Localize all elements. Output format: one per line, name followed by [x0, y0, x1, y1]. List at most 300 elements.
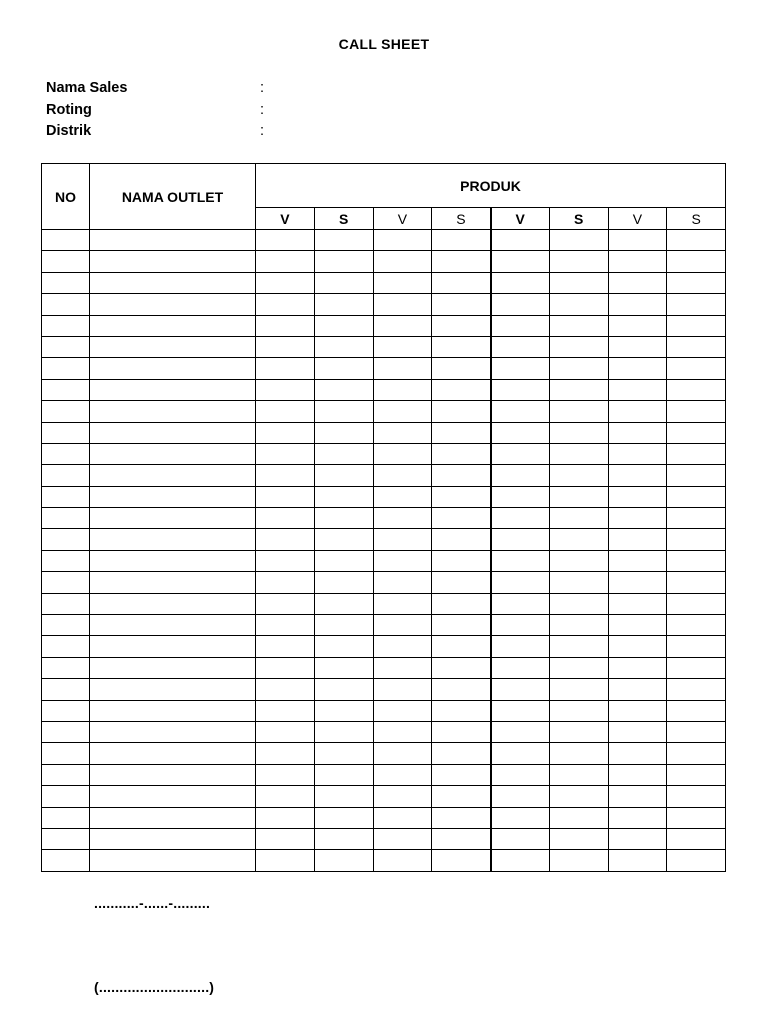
cell-produk [667, 786, 726, 807]
cell-nama-outlet [90, 379, 256, 400]
cell-produk [373, 850, 432, 871]
cell-produk [373, 657, 432, 678]
cell-produk [608, 358, 667, 379]
cell-produk [549, 828, 608, 849]
cell-produk [314, 636, 373, 657]
cell-produk [314, 550, 373, 571]
cell-produk [432, 721, 491, 742]
cell-produk [314, 593, 373, 614]
cell-produk [256, 529, 315, 550]
cell-produk [549, 615, 608, 636]
cell-produk [256, 615, 315, 636]
cell-produk [432, 336, 491, 357]
cell-produk [256, 550, 315, 571]
cell-produk [667, 508, 726, 529]
cell-nama-outlet [90, 550, 256, 571]
cell-produk [373, 401, 432, 422]
cell-produk [667, 615, 726, 636]
cell-no [42, 828, 90, 849]
cell-produk [314, 294, 373, 315]
cell-produk [432, 657, 491, 678]
cell-produk [256, 358, 315, 379]
info-label: Distrik [46, 123, 92, 139]
subheader-v: V [608, 208, 667, 230]
cell-produk [373, 379, 432, 400]
cell-produk [373, 272, 432, 293]
cell-produk [549, 336, 608, 357]
cell-produk [373, 294, 432, 315]
cell-produk [608, 679, 667, 700]
cell-produk [549, 465, 608, 486]
table-row [42, 721, 726, 742]
header-no: NO [42, 164, 90, 230]
info-row-distrik [46, 122, 264, 144]
cell-nama-outlet [90, 572, 256, 593]
cell-produk [373, 679, 432, 700]
cell-produk [491, 401, 550, 422]
cell-produk [314, 572, 373, 593]
cell-produk [432, 550, 491, 571]
cell-produk [667, 465, 726, 486]
cell-produk [256, 294, 315, 315]
subheader-s: S [314, 208, 373, 230]
cell-produk [256, 336, 315, 357]
info-row-nama-sales [46, 79, 264, 101]
cell-produk [491, 764, 550, 785]
cell-no [42, 572, 90, 593]
cell-produk [256, 786, 315, 807]
cell-produk [667, 272, 726, 293]
cell-nama-outlet [90, 850, 256, 871]
cell-produk [373, 721, 432, 742]
table-row [42, 422, 726, 443]
cell-produk [549, 743, 608, 764]
cell-produk [314, 401, 373, 422]
cell-produk [256, 230, 315, 251]
table-row [42, 657, 726, 678]
cell-produk [256, 422, 315, 443]
cell-produk [667, 336, 726, 357]
subheader-s: S [549, 208, 608, 230]
cell-produk [491, 272, 550, 293]
cell-nama-outlet [90, 529, 256, 550]
cell-produk [491, 807, 550, 828]
cell-produk [667, 294, 726, 315]
subheader-s: S [432, 208, 491, 230]
cell-produk [373, 764, 432, 785]
cell-produk [256, 657, 315, 678]
table-row [42, 529, 726, 550]
table-row [42, 230, 726, 251]
table-row [42, 572, 726, 593]
cell-produk [256, 272, 315, 293]
cell-produk [491, 679, 550, 700]
cell-no [42, 700, 90, 721]
cell-produk [256, 636, 315, 657]
cell-produk [491, 465, 550, 486]
cell-produk [549, 679, 608, 700]
cell-produk [667, 828, 726, 849]
cell-produk [491, 786, 550, 807]
cell-produk [549, 401, 608, 422]
cell-no [42, 465, 90, 486]
table-body [42, 230, 726, 872]
cell-produk [373, 422, 432, 443]
cell-produk [491, 550, 550, 571]
cell-produk [373, 615, 432, 636]
cell-produk [491, 443, 550, 464]
cell-nama-outlet [90, 336, 256, 357]
cell-no [42, 486, 90, 507]
cell-produk [549, 272, 608, 293]
cell-produk [432, 572, 491, 593]
cell-produk [432, 379, 491, 400]
cell-produk [432, 508, 491, 529]
info-row-roting [46, 101, 264, 123]
table-row [42, 679, 726, 700]
cell-no [42, 294, 90, 315]
cell-produk [314, 615, 373, 636]
subheader-s: S [667, 208, 726, 230]
table-row [42, 358, 726, 379]
cell-produk [314, 379, 373, 400]
cell-produk [373, 828, 432, 849]
cell-produk [373, 336, 432, 357]
cell-nama-outlet [90, 401, 256, 422]
cell-produk [667, 358, 726, 379]
cell-nama-outlet [90, 764, 256, 785]
cell-produk [608, 700, 667, 721]
subheader-v: V [373, 208, 432, 230]
cell-produk [314, 486, 373, 507]
cell-produk [549, 807, 608, 828]
cell-produk [314, 315, 373, 336]
cell-produk [549, 636, 608, 657]
table-row [42, 443, 726, 464]
cell-produk [432, 700, 491, 721]
cell-produk [667, 422, 726, 443]
cell-produk [432, 443, 491, 464]
cell-produk [373, 358, 432, 379]
cell-produk [256, 251, 315, 272]
table-row [42, 743, 726, 764]
cell-produk [608, 550, 667, 571]
cell-produk [608, 401, 667, 422]
cell-produk [256, 593, 315, 614]
cell-produk [373, 572, 432, 593]
cell-nama-outlet [90, 657, 256, 678]
cell-produk [491, 251, 550, 272]
cell-produk [608, 615, 667, 636]
cell-no [42, 807, 90, 828]
cell-produk [256, 508, 315, 529]
cell-produk [432, 422, 491, 443]
table-row [42, 336, 726, 357]
cell-produk [608, 443, 667, 464]
cell-produk [667, 379, 726, 400]
cell-produk [491, 636, 550, 657]
cell-produk [432, 807, 491, 828]
cell-produk [608, 272, 667, 293]
cell-produk [432, 593, 491, 614]
table-row [42, 508, 726, 529]
cell-produk [256, 465, 315, 486]
cell-produk [432, 272, 491, 293]
info-label: Roting [46, 101, 92, 118]
cell-produk [549, 230, 608, 251]
cell-produk [608, 572, 667, 593]
cell-produk [549, 572, 608, 593]
cell-produk [667, 850, 726, 871]
cell-no [42, 230, 90, 251]
cell-produk [432, 358, 491, 379]
call-sheet-table [41, 163, 726, 872]
cell-produk [667, 764, 726, 785]
table-row [42, 550, 726, 571]
cell-produk [314, 850, 373, 871]
table-row [42, 465, 726, 486]
cell-produk [549, 550, 608, 571]
cell-produk [549, 786, 608, 807]
cell-produk [491, 379, 550, 400]
cell-produk [491, 850, 550, 871]
cell-nama-outlet [90, 443, 256, 464]
cell-produk [432, 294, 491, 315]
cell-produk [314, 721, 373, 742]
cell-no [42, 657, 90, 678]
cell-produk [373, 486, 432, 507]
cell-produk [667, 679, 726, 700]
cell-produk [314, 807, 373, 828]
cell-nama-outlet [90, 486, 256, 507]
cell-produk [608, 422, 667, 443]
cell-produk [314, 508, 373, 529]
cell-produk [432, 786, 491, 807]
cell-nama-outlet [90, 721, 256, 742]
cell-produk [256, 807, 315, 828]
cell-produk [314, 657, 373, 678]
table-row [42, 486, 726, 507]
cell-produk [432, 679, 491, 700]
header-produk: PRODUK [256, 164, 726, 208]
cell-no [42, 401, 90, 422]
cell-produk [667, 593, 726, 614]
cell-nama-outlet [90, 230, 256, 251]
cell-no [42, 358, 90, 379]
cell-produk [491, 230, 550, 251]
cell-produk [314, 679, 373, 700]
cell-produk [314, 700, 373, 721]
cell-no [42, 251, 90, 272]
cell-produk [256, 315, 315, 336]
cell-nama-outlet [90, 593, 256, 614]
cell-produk [667, 657, 726, 678]
cell-produk [667, 315, 726, 336]
signature-name-line: (...........................) [94, 979, 215, 995]
cell-produk [667, 230, 726, 251]
cell-nama-outlet [90, 422, 256, 443]
document-title: CALL SHEET [338, 36, 430, 52]
cell-produk [256, 764, 315, 785]
cell-no [42, 786, 90, 807]
cell-no [42, 422, 90, 443]
cell-produk [256, 486, 315, 507]
cell-no [42, 443, 90, 464]
cell-nama-outlet [90, 807, 256, 828]
cell-produk [608, 486, 667, 507]
cell-produk [491, 486, 550, 507]
cell-produk [608, 807, 667, 828]
cell-no [42, 636, 90, 657]
cell-produk [432, 401, 491, 422]
header-nama-outlet: NAMA OUTLET [90, 164, 256, 230]
cell-produk [373, 465, 432, 486]
cell-produk [432, 850, 491, 871]
cell-nama-outlet [90, 615, 256, 636]
cell-produk [608, 786, 667, 807]
cell-produk [549, 422, 608, 443]
cell-produk [608, 657, 667, 678]
cell-produk [432, 486, 491, 507]
cell-no [42, 615, 90, 636]
cell-produk [549, 486, 608, 507]
cell-produk [667, 636, 726, 657]
cell-nama-outlet [90, 508, 256, 529]
cell-no [42, 764, 90, 785]
cell-produk [667, 743, 726, 764]
cell-nama-outlet [90, 251, 256, 272]
cell-no [42, 550, 90, 571]
cell-produk [549, 251, 608, 272]
cell-nama-outlet [90, 358, 256, 379]
cell-nama-outlet [90, 465, 256, 486]
cell-produk [314, 786, 373, 807]
cell-produk [373, 636, 432, 657]
cell-no [42, 743, 90, 764]
table-row [42, 593, 726, 614]
cell-produk [373, 593, 432, 614]
cell-produk [667, 401, 726, 422]
cell-produk [373, 529, 432, 550]
cell-produk [608, 636, 667, 657]
cell-produk [314, 828, 373, 849]
cell-produk [256, 828, 315, 849]
cell-produk [491, 615, 550, 636]
cell-produk [256, 850, 315, 871]
cell-produk [608, 251, 667, 272]
subheader-v: V [256, 208, 315, 230]
cell-produk [432, 764, 491, 785]
cell-produk [491, 336, 550, 357]
table-row [42, 401, 726, 422]
cell-produk [608, 828, 667, 849]
cell-produk [608, 465, 667, 486]
cell-produk [608, 743, 667, 764]
cell-produk [432, 743, 491, 764]
info-label: Nama Sales [46, 80, 128, 96]
signature-date-line: ...........-......-......... [94, 895, 211, 911]
cell-produk [549, 358, 608, 379]
cell-produk [549, 657, 608, 678]
cell-produk [608, 529, 667, 550]
cell-produk [667, 700, 726, 721]
cell-nama-outlet [90, 636, 256, 657]
cell-produk [667, 550, 726, 571]
cell-produk [491, 743, 550, 764]
cell-produk [491, 315, 550, 336]
cell-produk [314, 251, 373, 272]
cell-produk [256, 379, 315, 400]
cell-produk [549, 379, 608, 400]
cell-produk [608, 721, 667, 742]
cell-produk [667, 721, 726, 742]
cell-nama-outlet [90, 315, 256, 336]
cell-produk [549, 529, 608, 550]
cell-produk [314, 529, 373, 550]
cell-produk [667, 572, 726, 593]
cell-produk [256, 401, 315, 422]
cell-produk [256, 700, 315, 721]
cell-produk [608, 336, 667, 357]
cell-nama-outlet [90, 679, 256, 700]
cell-produk [667, 251, 726, 272]
cell-no [42, 379, 90, 400]
cell-produk [314, 336, 373, 357]
cell-produk [373, 251, 432, 272]
cell-produk [314, 764, 373, 785]
cell-produk [608, 315, 667, 336]
cell-produk [549, 764, 608, 785]
cell-produk [373, 743, 432, 764]
cell-produk [491, 828, 550, 849]
cell-no [42, 272, 90, 293]
table-row [42, 700, 726, 721]
info-section [46, 79, 264, 144]
cell-produk [314, 465, 373, 486]
cell-produk [432, 615, 491, 636]
cell-produk [549, 294, 608, 315]
cell-produk [667, 529, 726, 550]
cell-no [42, 593, 90, 614]
cell-nama-outlet [90, 700, 256, 721]
cell-produk [373, 807, 432, 828]
cell-nama-outlet [90, 828, 256, 849]
cell-produk [432, 828, 491, 849]
cell-produk [491, 572, 550, 593]
cell-produk [491, 721, 550, 742]
cell-no [42, 315, 90, 336]
cell-produk [549, 508, 608, 529]
cell-produk [314, 743, 373, 764]
cell-produk [373, 700, 432, 721]
cell-produk [256, 743, 315, 764]
cell-produk [373, 508, 432, 529]
cell-produk [491, 422, 550, 443]
cell-produk [373, 550, 432, 571]
info-colon: : [260, 101, 265, 118]
cell-nama-outlet [90, 743, 256, 764]
cell-produk [373, 443, 432, 464]
table-row [42, 764, 726, 785]
cell-produk [491, 358, 550, 379]
cell-produk [314, 358, 373, 379]
table-row [42, 807, 726, 828]
cell-produk [608, 508, 667, 529]
cell-produk [432, 465, 491, 486]
cell-produk [432, 230, 491, 251]
table-row [42, 636, 726, 657]
cell-no [42, 679, 90, 700]
